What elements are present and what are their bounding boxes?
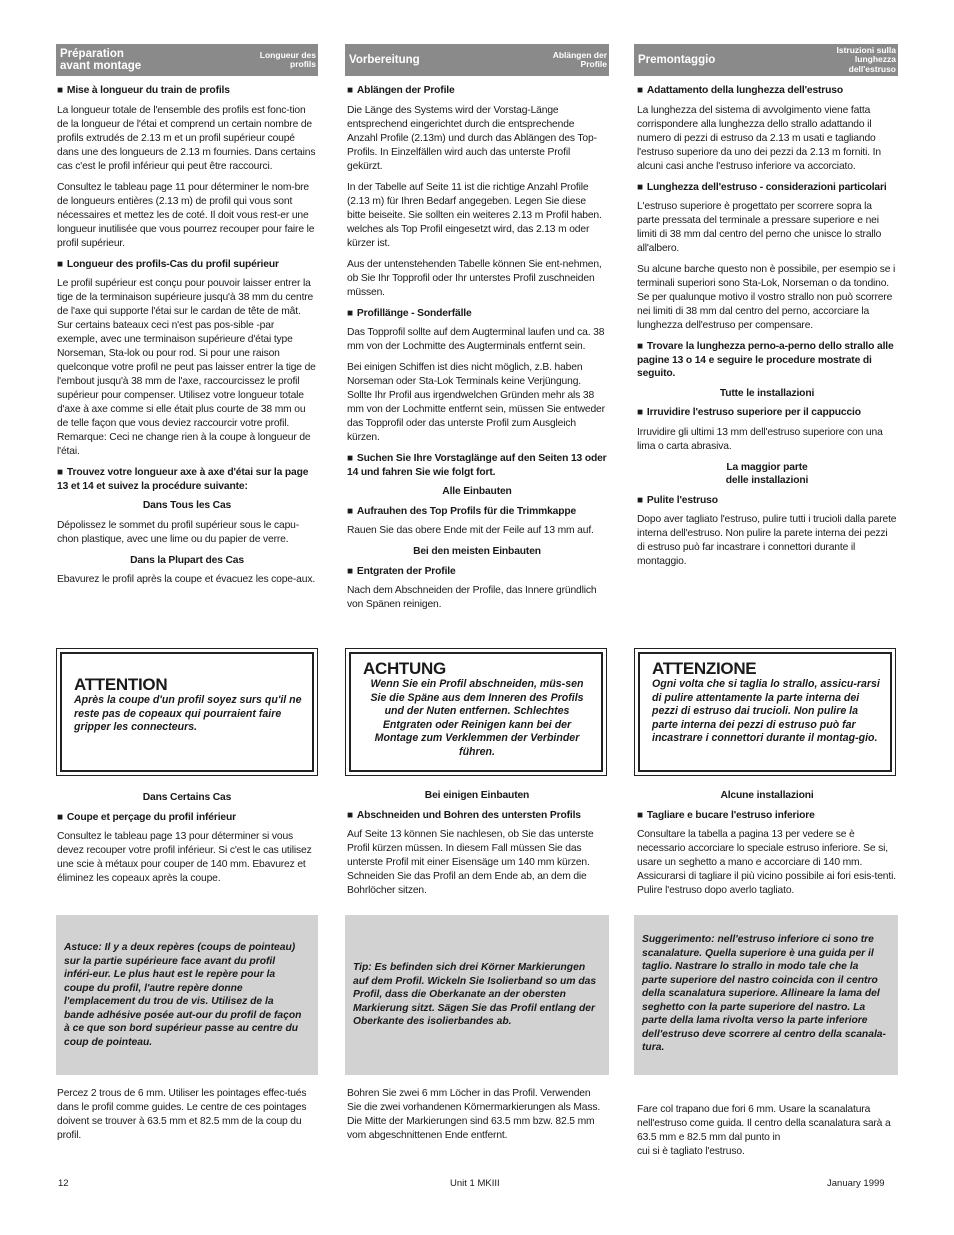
subheading: ■ Profillänge - Sonderfälle	[347, 307, 607, 321]
subheading: ■ Entgraten der Profile	[347, 565, 607, 579]
paragraph: Dépolissez le sommet du profil supérieur sous le capu-chon plastique, avec une lime ou du papier de verre.	[57, 519, 300, 545]
column-de-top	[347, 84, 607, 619]
paragraph: Le profil supérieur est conçu pour pouvoir laisser entrer la tige de la terminaison supérieure jusqu'à 38 mm du centre de l'axe qui supporte l'étai sur le cardan de tête de mât. Sur certains bateaux ceci n'est pas pos-sible -par exemple, avec une terminaison supérieure d'étai type Norseman, Sta-lok ou pour rod. Si pour une raison quelconque votre profil ne peut pas laisser entrer la tige de l'embout jusqu'à 38 mm de l'axe, raccourcissez le profil supérieur pour compenser. Utilisez votre longueur totale d'axe à axe comme si elle était plus courte de 38 mm ou de telle façon que vous deviez raccourcir votre profil. Remarque: Ceci ne change rien à la coupe à longueur de l'étai.	[57, 278, 316, 457]
column-fr-top	[57, 84, 317, 594]
paragraph: Das Topprofil sollte auf dem Augterminal laufen und ca. 38 mm von der Lochmitte des Augterminals entfernt sein.	[347, 327, 605, 352]
warning-body: Wenn Sie ein Profil abschneiden, müs-sen Sie die Späne aus dem Inneren des Profils und der Nuten entfernen. Schlechtes Entgraten oder Reinigen kann bei der Montage zum Verklemmen der Verbinder führen.	[370, 678, 584, 758]
paragraph: Rauen Sie das obere Ende mit der Feile auf 13 mm auf.	[347, 525, 594, 536]
case-label: Dans Tous les Cas	[142, 500, 232, 511]
column-it-bottom	[637, 1089, 897, 1180]
tip-text: Tip: Es befinden sich drei Körner Markierungen auf dem Profil. Wickeln Sie Isolierband so um das Profil, dass die Oberkanate an der obersten Markierung sitzt. Sägen Sie das Profil entlang der Oberkante des isolierbandes ab.	[353, 962, 597, 1028]
subheading: ■ Tagliare e bucare l'estruso inferiore	[637, 809, 897, 823]
header-title: Premontaggio	[638, 54, 716, 66]
case-label: Alcune installazioni	[720, 790, 814, 801]
paragraph: Su alcune barche questo non è possibile, per esempio se i terminali superiori sono Sta-Lok, Norseman o da tondino. Se per qualunque motivo il vostro strallo non può scorrere nei limiti di 38 mm dal centro del perno, accorciare la lunghezza dell'estruso per compensare.	[637, 264, 896, 331]
subheading: ■ Irruvidire l'estruso superiore per il cappuccio	[637, 406, 897, 420]
column-fr-bottom	[57, 1087, 317, 1150]
subheading: ■ Abschneiden und Bohren des untersten Profils	[347, 809, 607, 823]
warning-title: ATTENZIONE	[652, 659, 757, 678]
tip-box-fr	[56, 915, 318, 1075]
subheading: ■ Trovare la lunghezza perno-a-perno dello strallo alle pagine 13 o 14 e seguire le procedure mostrate di seguito.	[637, 340, 897, 381]
subheading: ■ Longueur des profils-Cas du profil supérieur	[57, 258, 317, 272]
subheading: ■ Ablängen der Profile	[347, 84, 607, 98]
header-title: Vorbereitung	[349, 54, 420, 66]
paragraph: Ebavurez le profil après la coupe et évacuez les cope-aux.	[57, 574, 316, 585]
column-fr-middle	[57, 791, 317, 893]
paragraph: In der Tabelle auf Seite 11 ist die richtige Anzahl Profile (2.13 m) für Ihren Bedarf angegeben. Legen Sie diese bitte beiseite. Sie sollten ein weiteres 2.13 m Profil haben. welches als Top Profil eingesetzt wird, das 2.13 m oder kürzer ist.	[347, 181, 602, 249]
tip-box-it	[634, 915, 898, 1075]
subheading: ■ Lunghezza dell'estruso - considerazioni particolari	[637, 181, 897, 195]
header-title: Préparation avant montage	[60, 48, 142, 72]
paragraph: Consultez le tableau page 13 pour déterminer si vous devez recouper votre profil inférieur. Si c'est le cas utilisez une scie à métaux pour couper de 140 mm. Ebavurez et éliminez les copeaux après la coupe.	[57, 831, 312, 884]
section-header-fr	[56, 44, 318, 76]
paragraph: L'estruso superiore è progettato per scorrere sopra la parte pressata del terminale a pressare superiore e nei limiti di 38 mm dal centro del perno che unisce lo strallo all'albero.	[637, 201, 882, 254]
case-label: Bei einigen Einbauten	[424, 790, 530, 801]
paragraph: Aus der untenstehenden Tabelle können Sie ent-nehmen, ob Sie Ihr Topprofil oder Ihr unterstes Profil zuschneiden müssen.	[347, 258, 602, 298]
paragraph: Percez 2 trous de 6 mm. Utiliser les pointages effec-tués dans le profil comme guides. Le centre de ces pointages doivent se trouver à 63.5 mm et 82.5 mm de la coup du profil.	[57, 1088, 307, 1141]
tip-box-de	[345, 915, 609, 1075]
column-de-bottom	[347, 1087, 607, 1150]
paragraph: Dopo aver tagliato l'estruso, pulire tutti i trucioli dalla parete interna dell'estruso. Non pulire la parete interna dei pezzi di estruso può far incastrare i connettori durante il montaggio.	[637, 514, 897, 567]
header-subtitle: Longueur des profils	[259, 49, 316, 69]
warning-box-de	[345, 648, 607, 776]
case-label: Dans Certains Cas	[142, 792, 232, 803]
paragraph: Auf Seite 13 können Sie nachlesen, ob Sie das unterste Profil kürzen müssen. In diesem Fall müssen Sie das unterste Profil mit einer Eisensäge um 140 mm kürzen. Schneiden Sie das Profil an dem Ende ab, an dem die Bohrlöcher sitzen.	[347, 829, 594, 896]
warning-title: ATTENTION	[74, 675, 168, 694]
subheading: ■ Coupe et perçage du profil inférieur	[57, 811, 317, 825]
footer-unit: Unit 1 MKIII	[450, 1178, 500, 1189]
column-it-middle	[637, 789, 897, 905]
warning-box-it	[634, 648, 896, 776]
paragraph: Consultare la tabella a pagina 13 per vedere se è necessario accorciare lo speciale estruso inferiore. Se si, usare un seghetto a mano e accorciare di 140 mm. Assicurarsi di tagliare il più vicino possibile ai fori esis-tenti. Pulire l'estruso dopo averlo tagliato.	[637, 829, 896, 896]
column-de-middle	[347, 789, 607, 905]
tip-text: Suggerimento: nell'estruso inferiore ci sono tre scanalature. Quella superiore è una guida per il taglio. Nastrare lo strallo in modo tale che la parte superiore del nastro coincida con il centro della scanalatura superiore. Allineare la lama del seghetto con la parte superiore del nastro. La parte della lama rivolta verso la parte inferiore dell'estruso deve scorrere al centro della scanala-tura.	[642, 934, 886, 1053]
subheading: ■ Suchen Sie Ihre Vorstaglänge auf den Seiten 13 oder 14 und fahren Sie wie folgt fort.	[347, 452, 607, 479]
subheading: ■ Aufrauhen des Top Profils für die Trimmkappe	[347, 505, 607, 519]
tip-text: Astuce: Il y a deux repères (coups de pointeau) sur la partie supérieure face avant du profil inféri-eur. Le plus haut est le repère pour la coupe du profil, l'autre repère donne l'emplacement du trou de vis. Utilisez de la bande adhésive posée aut-our du profil de façon à ce que son bord supérieur passe au centre du coup de pointeau.	[64, 942, 302, 1048]
warning-body: Ogni volta che si taglia lo strallo, assicu-rarsi di pulire attentamente la parte interna dei pezzi di estruso dai trucioli. Non pulire la parte interna dei pezzi di estruso può far incastrare i connettori durante il montag-gio.	[652, 678, 880, 744]
page-number: 12	[58, 1178, 69, 1189]
section-header-de	[345, 44, 609, 76]
case-label: Alle Einbauten	[442, 486, 512, 497]
paragraph: La lunghezza del sistema di avvolgimento viene fatta corrispondere alla lunghezza dello strallo adattando il numero di pezzi di estruso da 2.13 m usati e tagliando l'estruso superiore da uno dei pezzi da 2.13 m forniti. In alcuni casi anche l'estruso inferiore va accorciato.	[637, 104, 881, 172]
warning-box-fr	[56, 648, 318, 776]
case-label: La maggior parte delle installazioni	[725, 461, 809, 486]
subheading: ■ Trouvez votre longueur axe à axe d'étai sur la page 13 et 14 et suivez la procédure suivante:	[57, 466, 317, 493]
case-label: Tutte le installazioni	[719, 387, 815, 399]
warning-title: ACHTUNG	[363, 659, 446, 678]
case-label: Bei den meisten Einbauten	[413, 546, 541, 557]
subheading: ■ Mise à longueur du train de profils	[57, 84, 317, 98]
paragraph: Die Länge des Systems wird der Vorstag-Länge entsprechend eingerichtet durch die entsprechende Anzahl Profile (2.13m) und durch das Ablängen des Top-Profils. In Einzelfällen wird auch das unterste Profil gekürzt.	[347, 104, 597, 172]
header-subtitle: Istruzioni sulla lunghezza dell'estruso	[836, 44, 896, 74]
paragraph: Bohren Sie zwei 6 mm Löcher in das Profil. Verwenden Sie die zwei vorhandenen Körnermarkierungen als Mass. Die Mitte der Markierungen sind 63.5 mm bzw. 82.5 mm vom abgeschnittenen Ende entfernt.	[347, 1088, 601, 1141]
header-subtitle: Ablängen der Profile	[552, 49, 607, 69]
subheading: ■ Pulite l'estruso	[637, 494, 897, 508]
paragraph: La longueur totale de l'ensemble des profils est fonc-tion de la longueur de l'étai et comprend un certain nombre de profils extrudés de 2.13 m et un profil supérieur coupé dans une des longueurs de 2.13 m fournies. Dans certains cas c'est le profil inférieur qui peut être raccourci.	[57, 104, 316, 172]
warning-body: Après la coupe d'un profil soyez surs qu'il ne reste pas de copeaux qui pourraient faire gripper les connecteurs.	[74, 694, 302, 733]
paragraph: Irruvidire gli ultimi 13 mm dell'estruso superiore con una lima o carta abrasiva.	[637, 426, 883, 452]
paragraph: Nach dem Abschneiden der Profile, das Innere gründlich von Spänen reinigen.	[347, 585, 597, 610]
paragraph: Bei einigen Schiffen ist dies nicht möglich, z.B. haben Norseman oder Sta-Lok Terminals keine Verjüngung. Sollte Ihr Profil aus irgendwelchen Gründen mehr als 38 mm von der Lochmitte entfernt sein, müssen Sie entweder das Topprofil oder das unterste Profil zum Ausgleich kürzen.	[347, 362, 605, 443]
footer-date: January 1999	[827, 1178, 885, 1189]
paragraph: Consultez le tableau page 11 pour déterminer le nom-bre de longueurs entières (2.13 m) de profil qui vous sont nécessaires et mettez les de coté. Il doit vous rest-er une longueur inutilisée que vous pourrez recouper pour faire le profil supérieur.	[57, 181, 315, 249]
case-label: Dans la Plupart des Cas	[130, 554, 244, 566]
column-it-top	[637, 84, 897, 576]
subheading: ■ Adattamento della lunghezza dell'estruso	[637, 84, 897, 98]
paragraph: Fare col trapano due fori 6 mm. Usare la scanalatura nell'estruso come guida. Il centro della scanalatura sarà a 63.5 mm e 82.5 mm dal punto in cui si è tagliato l'estruso.	[637, 1104, 891, 1157]
section-header-it	[634, 44, 898, 76]
